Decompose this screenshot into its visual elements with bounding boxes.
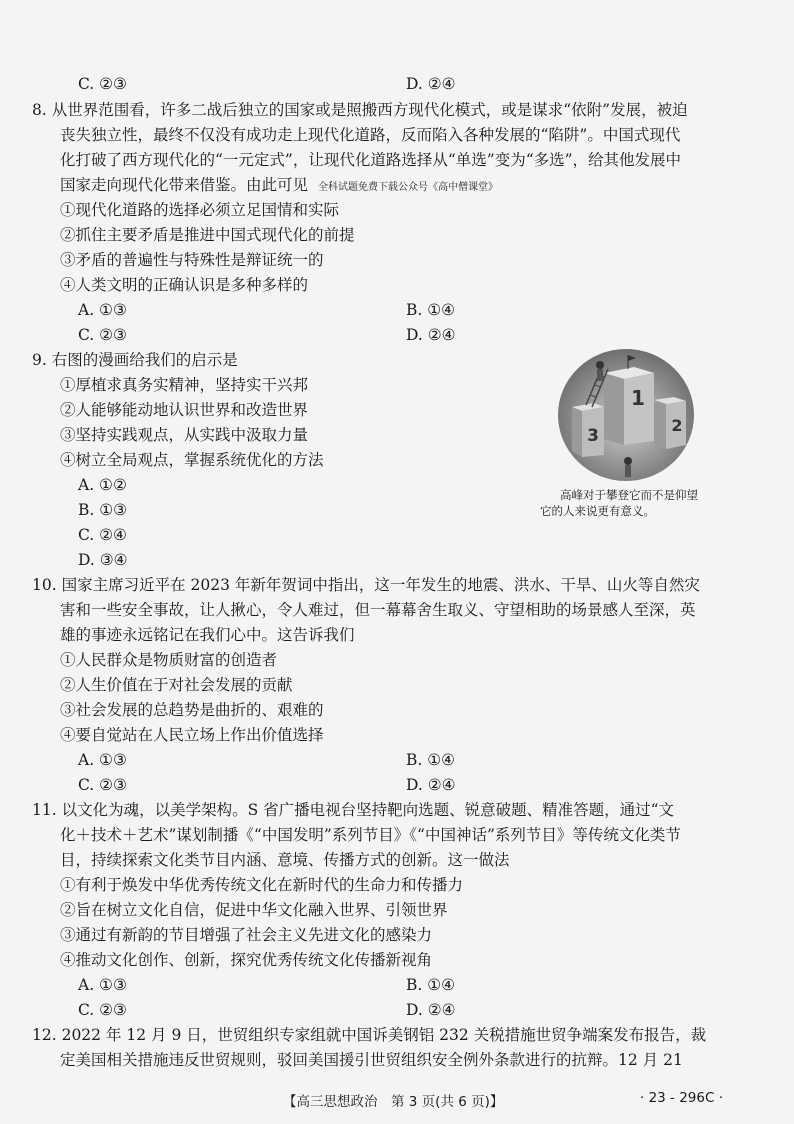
q10-option-c[interactable]: C. ②③ (78, 776, 127, 794)
q10-option-a[interactable]: A. ①③ (78, 751, 127, 769)
q7-option-d[interactable]: D. ②④ (406, 75, 456, 93)
page-footer-title: 【高三思想政治 第 3 页(共 6 页)】 (283, 1094, 504, 1110)
q8-item: ②抓住主要矛盾是推进中国式现代化的前提 (60, 226, 355, 244)
q9-item: ①厚植求真务实精神，坚持实干兴邦 (60, 376, 309, 394)
q11-option-c[interactable]: C. ②③ (78, 1001, 127, 1019)
q8-stem-line (60, 173, 736, 200)
q8-stem-line: 化打破了西方现代化的“一元定式”，让现代化道路选择从“单选”变为“多选”，给其他发展中 (60, 151, 682, 169)
q8-item: ③矛盾的普遍性与特殊性是辩证统一的 (60, 251, 324, 269)
q11-stem-line: 化＋技术＋艺术”谋划制播《“中国发明”系列节目》《“中国神话”系列节目》等传统文化类节 (60, 826, 681, 844)
q8-stem-text: 国家走向现代化带来借鉴。由此可见 (60, 176, 309, 194)
q9-option-b[interactable]: B. ①③ (78, 501, 128, 519)
q10-item: ②人生价值在于对社会发展的贡献 (60, 676, 293, 694)
q11-option-d[interactable]: D. ②④ (406, 1001, 456, 1019)
q9-item: ④树立全局观点，掌握系统优化的方法 (60, 451, 324, 469)
q9-item: ③坚持实践观点，从实践中汲取力量 (60, 426, 309, 444)
podium-cartoon (556, 345, 696, 485)
q8-item: ④人类文明的正确认识是多种多样的 (60, 276, 309, 294)
podium-label-3: 3 (587, 426, 599, 446)
q9-option-c[interactable]: C. ②④ (78, 526, 127, 544)
q8-option-b[interactable]: B. ①④ (406, 301, 456, 319)
q11-stem-line: 11. 以文化为魂，以美学架构。S 省广播电视台坚持靶向选题、锐意破题、精准答题，通过“文 (32, 801, 675, 819)
q10-item: ①人民群众是物质财富的创造者 (60, 651, 278, 669)
q11-item: ②旨在树立文化自信，促进中华文化融入世界、引领世界 (60, 901, 448, 919)
q10-item: ④要自觉站在人民立场上作出价值选择 (60, 726, 324, 744)
q12-stem-line: 12. 2022 年 12 月 9 日，世贸组织专家组就中国诉美钢铝 232 关税措施世贸争端案发布报告，裁 (32, 1026, 707, 1044)
q10-stem-line: 雄的事迹永远铭记在我们心中。这告诉我们 (60, 626, 355, 644)
onlooker-figure (624, 457, 632, 465)
q12-stem-line: 定美国相关措施违反世贸规则，驳回美国援引世贸组织安全例外条款进行的抗辩。12 月 21 (60, 1051, 683, 1069)
q10-option-d[interactable]: D. ②④ (406, 776, 456, 794)
cartoon-caption (540, 487, 715, 519)
q11-item: ④推动文化创作、创新，探究优秀传统文化传播新视角 (60, 951, 433, 969)
q8-stem-line: 丧失独立性，最终不仅没有成功走上现代化道路，反而陷入各种发展的“陷阱”。中国式现代 (60, 126, 681, 144)
q11-stem-line: 目，持续探索文化类节目内涵、意境、传播方式的创新。这一做法 (60, 851, 510, 869)
podium-label-2: 2 (671, 416, 683, 435)
q11-item: ①有利于焕发中华优秀传统文化在新时代的生命力和传播力 (60, 876, 464, 894)
q9-option-d[interactable]: D. ③④ (78, 551, 128, 569)
q9-stem: 9. 右图的漫画给我们的启示是 (32, 351, 238, 369)
caption-line: 高峰对于攀登它而不是仰望 (560, 488, 698, 502)
q8-option-d[interactable]: D. ②④ (406, 326, 456, 344)
q8-item: ①现代化道路的选择必须立足国情和实际 (60, 201, 340, 219)
q10-stem-line: 10. 国家主席习近平在 2023 年新年贺词中指出，这一年发生的地震、洪水、干旱、山火等自然灾 (32, 576, 700, 594)
page-footer-code: · 23 - 296C · (640, 1090, 723, 1106)
q9-item: ②人能够能动地认识世界和改造世界 (60, 401, 309, 419)
q10-option-b[interactable]: B. ①④ (406, 751, 456, 769)
watermark-note: 全科试题免费下载公众号《高中僧课堂》 (318, 182, 499, 193)
q10-stem-line: 害和一些安全事故，让人揪心，令人难过，但一幕幕舍生取义、守望相助的场景感人至深，英 (60, 601, 696, 619)
q10-item: ③社会发展的总趋势是曲折的、艰难的 (60, 701, 324, 719)
q8-stem-line: 8. 从世界范围看，许多二战后独立的国家或是照搬西方现代化模式，或是谋求“依附”发展，被迫 (32, 101, 688, 119)
climber-figure (596, 361, 604, 369)
q9-option-a[interactable]: A. ①② (78, 476, 127, 494)
q7-option-c[interactable]: C. ②③ (78, 75, 127, 93)
q11-item: ③通过有新韵的节目增强了社会主义先进文化的感染力 (60, 926, 433, 944)
q8-option-c[interactable]: C. ②③ (78, 326, 127, 344)
caption-line: 它的人来说更有意义。 (540, 504, 655, 518)
q11-option-a[interactable]: A. ①③ (78, 976, 127, 994)
q11-option-b[interactable]: B. ①④ (406, 976, 456, 994)
podium-label-1: 1 (631, 386, 645, 410)
q8-option-a[interactable]: A. ①③ (78, 301, 127, 319)
